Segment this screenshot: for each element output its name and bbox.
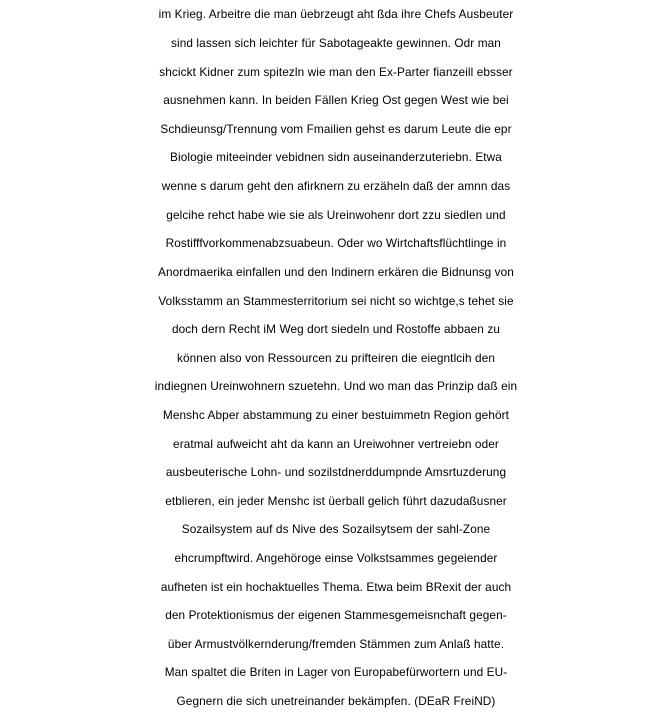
text-line: Anordmaerika einfallen und den Indinern erkären die Bidnunsg von xyxy=(158,265,514,279)
text-line: gelcihe rehct habe wie sie als Ureinwohenr dort zzu siedlen und xyxy=(166,208,506,222)
text-line: Gegnern die sich unetreinander bekämpfen. (DEaR FreiND) xyxy=(176,694,496,708)
text-line: im Krieg. Arbeitre die man üebrzeugt aht ßda ihre Chefs Ausbeuter xyxy=(158,7,514,21)
text-line: eratmal aufweicht aht da kann an Ureiwohner vertreiebn oder xyxy=(173,437,499,451)
text-line: ausnehmen kann. In beiden Fällen Krieg Ost gegen West wie bei xyxy=(163,93,509,107)
text-line: ausbeuterische Lohn- und sozilstdnerddumpnde Amsrtuzderung xyxy=(165,465,507,479)
text-line: Volksstamm an Stammesterritorium sei nicht so wichtge,s tehet sie xyxy=(158,294,514,308)
text-line: shcickt Kidner zum spitezln wie man den Ex-Parter fianzeill ebsser xyxy=(159,65,513,79)
text-line: Man spaltet die Briten in Lager von Europabefürwortern und EU- xyxy=(164,665,508,679)
text-line: Sozailsystem auf ds Nive des Sozailsytsem der sahl-Zone xyxy=(181,522,491,536)
text-line: Biologie miteeinder vebidnen sidn auseinanderzuteriebn. Etwa xyxy=(170,150,502,164)
text-line: etblieren, ein jeder Menshc ist üerball gelich führt dazudaßusner xyxy=(165,494,507,508)
text-line: Rostifffvorkommenabzsuabeun. Oder wo Wirtchaftsflüchtlinge in xyxy=(165,236,507,250)
text-line: den Protektionismus der eigenen Stammesgemeisnchaft gegen- xyxy=(165,608,507,622)
text-line: sind lassen sich leichter für Sabotageakte gewinnen. Odr man xyxy=(171,36,501,50)
text-line: indiegnen Ureinwohnern szuetehn. Und wo man das Prinzip daß ein xyxy=(154,379,518,393)
text-line: ehcrumpftwird. Angehöroge einse Volkstsammes gegeiender xyxy=(174,551,498,565)
text-line: über Armustvölkernderung/fremden Stämmen zum Anlaß hatte. xyxy=(167,637,505,651)
text-line: wenne s darum geht den afirknern zu erzäheln daß der amnn das xyxy=(161,179,511,193)
text-line: Schdieunsg/Trennung vom Fmailien gehst es darum Leute die epr xyxy=(160,122,512,136)
text-line: aufheten ist ein hochaktuelles Thema. Etwa beim BRexit der auch xyxy=(160,580,512,594)
text-line: können also von Ressourcen zu prifteiren die eiegntlcih den xyxy=(176,351,496,365)
text-line: doch dern Recht iM Weg dort siedeln und Rostoffe abbaen zu xyxy=(171,322,500,336)
text-line: Menshc Abper abstammung zu einer bestuimmetn Region gehört xyxy=(162,408,510,422)
